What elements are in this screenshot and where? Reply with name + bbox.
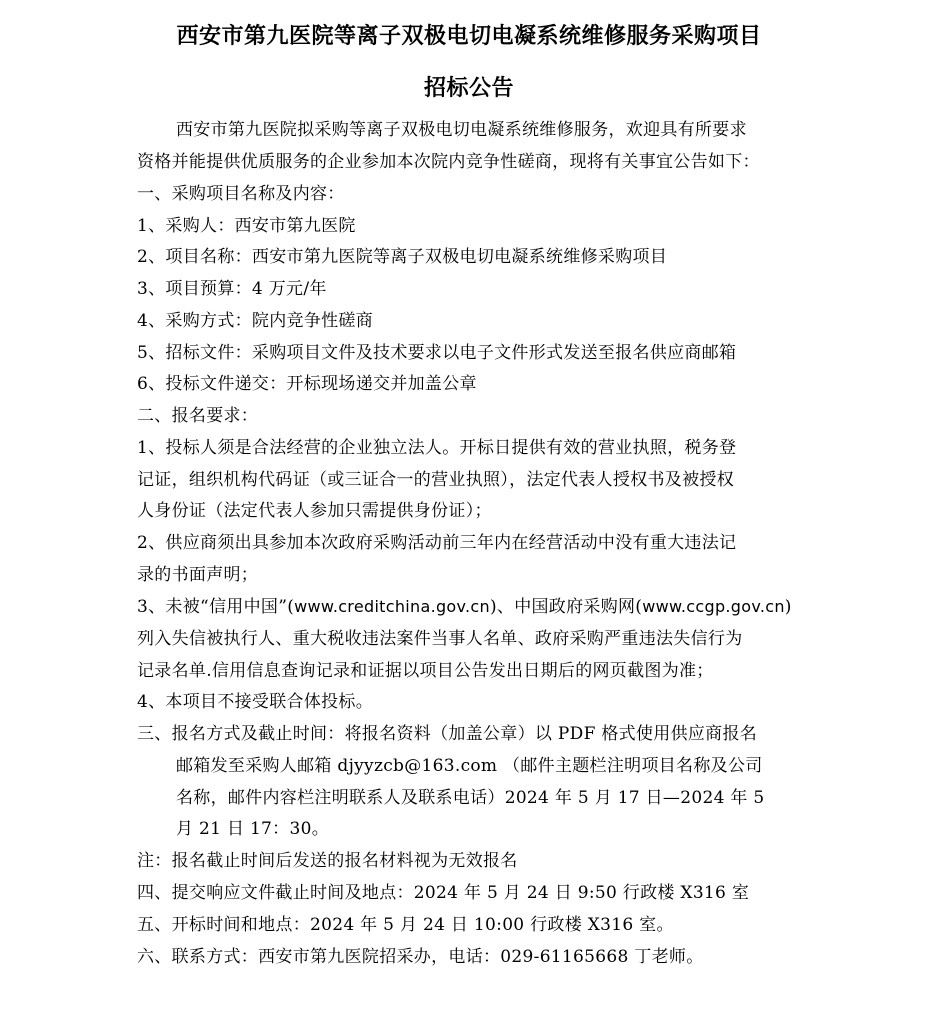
section-1-tender-documents: 5、招标文件：采购项目文件及技术要求以电子文件形式发送至报名供应商邮箱 — [137, 343, 737, 363]
section-3-line-2: 邮箱发至采购人邮箱 djyyzcb@163.com （邮件主题栏注明项目名称及公司 — [176, 756, 763, 776]
section-2-item-3-line-2: 列入失信被执行人、重大税收违法案件当事人名单、政府采购严重违法失信行为 — [137, 629, 743, 649]
section-1-budget: 3、项目预算：4 万元/年 — [137, 279, 327, 299]
registration-note: 注：报名截止时间后发送的报名材料视为无效报名 — [137, 851, 518, 871]
ccgp-url: www.ccgp.gov.cn — [642, 597, 785, 616]
section-2-item-1-line-1: 1、投标人须是合法经营的企业独立法人。开标日提供有效的营业执照，税务登 — [137, 438, 737, 458]
section-1-project-name: 2、项目名称：西安市第九医院等离子双极电切电凝系统维修采购项目 — [137, 247, 668, 267]
section-2-item-2-line-2: 录的书面声明； — [137, 565, 259, 585]
item-3-suffix: ) — [784, 597, 792, 617]
document-title: 西安市第九医院等离子双极电切电凝系统维修服务采购项目 — [176, 24, 762, 49]
section-3-line-1: 三、报名方式及截止时间：将报名资料（加盖公章）以 PDF 格式使用供应商报名 — [137, 724, 758, 744]
section-2-heading: 二、报名要求： — [137, 406, 259, 426]
section-3-line-3: 名称，邮件内容栏注明联系人及联系电话）2024 年 5 月 17 日—2024 年 5 — [176, 788, 765, 808]
section-2-item-1-line-2: 记证，组织机构代码证（或三证合一的营业执照），法定代表人授权书及被授权 — [137, 470, 734, 490]
section-4-deadline: 四、提交响应文件截止时间及地点：2024 年 5 月 24 日 9:50 行政楼 X316 室 — [137, 883, 750, 903]
section-2-item-2-line-1: 2、供应商须出具参加本次政府采购活动前三年内在经营活动中没有重大违法记 — [137, 533, 737, 553]
document-subtitle: 招标公告 — [423, 76, 514, 101]
section-2-item-3-line-1 — [137, 595, 792, 619]
item-3-middle: )、中国政府采购网( — [489, 597, 643, 617]
item-3-prefix: 3、未被“信用中国”( — [137, 597, 295, 617]
section-2-item-3-line-3: 记录名单.信用信息查询记录和证据以项目公告发出日期后的网页截图为准； — [137, 661, 714, 681]
section-3-line-4: 月 21 日 17：30。 — [176, 819, 330, 839]
section-2-item-4: 4、本项目不接受联合体投标。 — [137, 692, 374, 712]
section-6-contact: 六、联系方式：西安市第九医院招采办，电话：029-61165668 丁老师。 — [137, 947, 704, 967]
section-1-procurement-method: 4、采购方式：院内竞争性磋商 — [137, 311, 374, 331]
section-5-opening: 五、开标时间和地点：2024 年 5 月 24 日 10:00 行政楼 X316 室。 — [137, 915, 674, 935]
section-2-item-1-line-3: 人身份证（法定代表人参加只需提供身份证）； — [137, 501, 492, 521]
creditchina-url: www.creditchina.gov.cn — [294, 597, 490, 616]
section-1-heading: 一、采购项目名称及内容： — [137, 184, 345, 204]
intro-line-2: 资格并能提供优质服务的企业参加本次院内竞争性磋商，现将有关事宜公告如下： — [137, 152, 760, 172]
intro-line-1: 西安市第九医院拟采购等离子双极电切电凝系统维修服务，欢迎具有所要求 — [176, 120, 747, 140]
section-1-purchaser: 1、采购人：西安市第九医院 — [137, 216, 356, 236]
section-1-bid-submission: 6、投标文件递交：开标现场递交并加盖公章 — [137, 374, 477, 394]
